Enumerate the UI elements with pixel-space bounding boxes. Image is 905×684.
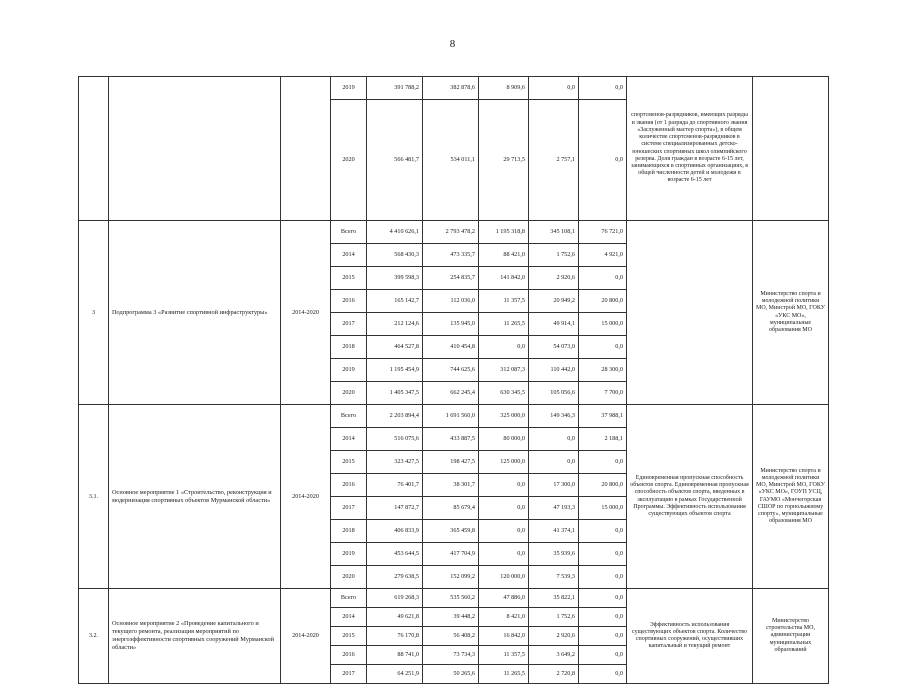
cell-c4: 0,0: [579, 336, 627, 359]
cell-total: 165 142,7: [367, 290, 423, 313]
cell-year: 2017: [331, 665, 367, 684]
cell-total: 2 203 894,4: [367, 405, 423, 428]
executor-text: Министерство спорта и молодежной политики МО, Минстрой МО, ГОКУ «УКС МО», муниципальные образования МО: [753, 221, 829, 405]
cell-c2: 312 087,3: [479, 359, 529, 382]
cell-c1: 473 335,7: [423, 244, 479, 267]
cell-year: 2017: [331, 497, 367, 520]
table-row: [79, 589, 829, 608]
cell-year: 2014: [331, 608, 367, 627]
cell-c1: 50 265,6: [423, 665, 479, 684]
cell-c2: 16 842,0: [479, 627, 529, 646]
cell-c4: 0,0: [579, 589, 627, 608]
cell-c4: 15 000,0: [579, 497, 627, 520]
cell-c2: 630 345,5: [479, 382, 529, 405]
cell-year: 2020: [331, 100, 367, 221]
cell-year: 2016: [331, 474, 367, 497]
cell-year: 2014: [331, 428, 367, 451]
period: 2014-2020: [281, 405, 331, 589]
cell-total: 49 621,8: [367, 608, 423, 627]
cell-c3: 41 374,1: [529, 520, 579, 543]
cell-c3: 1 752,6: [529, 244, 579, 267]
cell-total: 391 788,2: [367, 77, 423, 100]
table-row: [79, 405, 829, 428]
cell-c4: 20 800,0: [579, 474, 627, 497]
cell-c1: 433 887,5: [423, 428, 479, 451]
cell-total: 4 410 626,1: [367, 221, 423, 244]
cell-c2: 11 357,5: [479, 646, 529, 665]
cell-c1: 382 878,6: [423, 77, 479, 100]
cell-total: 147 872,7: [367, 497, 423, 520]
cell-c4: 0,0: [579, 627, 627, 646]
cell-c1: 38 301,7: [423, 474, 479, 497]
cell-total: 76 401,7: [367, 474, 423, 497]
cell-c2: 0,0: [479, 497, 529, 520]
period: [281, 77, 331, 221]
cell-c2: 120 000,0: [479, 566, 529, 589]
cell-c4: 0,0: [579, 520, 627, 543]
period: 2014-2020: [281, 589, 331, 684]
program-table: [78, 76, 829, 684]
table-row: [79, 77, 829, 100]
cell-c3: 35 822,1: [529, 589, 579, 608]
cell-c3: 49 914,1: [529, 313, 579, 336]
section-name: [109, 77, 281, 221]
cell-c1: 534 011,1: [423, 100, 479, 221]
cell-c4: 0,0: [579, 77, 627, 100]
cell-c1: 152 099,2: [423, 566, 479, 589]
cell-c4: 76 721,0: [579, 221, 627, 244]
table-row: [79, 221, 829, 244]
cell-c3: 3 649,2: [529, 646, 579, 665]
section-name: Основное мероприятие 2 «Проведение капитального и текущего ремонта, реализация мероприятий по энергоэффективности спортивных сооружений Мурманской области»: [109, 589, 281, 684]
cell-c4: 0,0: [579, 451, 627, 474]
cell-c1: 417 704,9: [423, 543, 479, 566]
cell-c2: 8 909,6: [479, 77, 529, 100]
executor-text: [753, 77, 829, 221]
cell-c3: 47 193,3: [529, 497, 579, 520]
cell-c4: 37 988,1: [579, 405, 627, 428]
cell-year: 2018: [331, 336, 367, 359]
cell-c2: 11 265,5: [479, 313, 529, 336]
cell-total: 568 430,3: [367, 244, 423, 267]
section-name: Основное мероприятие 1 «Строительство, реконструкция и модернизация спортивных объектов Мурманской области»: [109, 405, 281, 589]
cell-c2: 141 842,0: [479, 267, 529, 290]
cell-total: 619 268,3: [367, 589, 423, 608]
section-name: Подпрограмма 3 «Развитие спортивной инфраструктуры»: [109, 221, 281, 405]
cell-year: 2020: [331, 566, 367, 589]
cell-c3: 110 442,0: [529, 359, 579, 382]
cell-c2: 125 000,0: [479, 451, 529, 474]
cell-c2: 0,0: [479, 474, 529, 497]
cell-total: 453 644,5: [367, 543, 423, 566]
cell-year: Всего: [331, 405, 367, 428]
cell-c3: 345 108,1: [529, 221, 579, 244]
cell-total: 323 427,5: [367, 451, 423, 474]
cell-c1: 744 625,6: [423, 359, 479, 382]
cell-year: 2018: [331, 520, 367, 543]
cell-c3: 0,0: [529, 428, 579, 451]
cell-total: 566 481,7: [367, 100, 423, 221]
row-number: 3: [79, 221, 109, 405]
cell-c3: 2 720,8: [529, 665, 579, 684]
cell-c1: 662 245,4: [423, 382, 479, 405]
cell-c3: 1 752,6: [529, 608, 579, 627]
cell-total: 1 405 347,5: [367, 382, 423, 405]
cell-c2: 47 886,0: [479, 589, 529, 608]
cell-c4: 0,0: [579, 566, 627, 589]
cell-total: 212 124,6: [367, 313, 423, 336]
cell-c1: 135 945,0: [423, 313, 479, 336]
cell-c2: 325 000,0: [479, 405, 529, 428]
cell-year: 2019: [331, 359, 367, 382]
cell-c3: 20 949,2: [529, 290, 579, 313]
cell-c1: 254 835,7: [423, 267, 479, 290]
row-number: 3.2.: [79, 589, 109, 684]
cell-c4: 0,0: [579, 608, 627, 627]
cell-c4: 28 300,0: [579, 359, 627, 382]
cell-total: 64 251,9: [367, 665, 423, 684]
cell-year: 2015: [331, 267, 367, 290]
cell-c3: 0,0: [529, 77, 579, 100]
cell-c1: 112 036,0: [423, 290, 479, 313]
cell-c1: 198 427,5: [423, 451, 479, 474]
cell-c1: 56 408,2: [423, 627, 479, 646]
cell-c1: 85 679,4: [423, 497, 479, 520]
cell-c1: 39 448,2: [423, 608, 479, 627]
executor-text: Министерство строительства МО, администрации муниципальных образований: [753, 589, 829, 684]
cell-c4: 0,0: [579, 543, 627, 566]
cell-c4: 2 188,1: [579, 428, 627, 451]
executor-text: Министерство спорта и молодежной политики МО, Минстрой МО, ГОКУ «УКС МО», ГОУП УСЦ, ГАУМО «Мончегорская СШОР по горнолыжному спорту», муниципальные образования МО: [753, 405, 829, 589]
cell-c1: 73 734,3: [423, 646, 479, 665]
cell-year: Всего: [331, 221, 367, 244]
cell-total: 399 598,3: [367, 267, 423, 290]
cell-c4: 20 800,0: [579, 290, 627, 313]
cell-year: 2016: [331, 290, 367, 313]
cell-c4: 0,0: [579, 267, 627, 290]
cell-c2: 29 713,5: [479, 100, 529, 221]
cell-c2: 0,0: [479, 520, 529, 543]
cell-c3: 2 920,6: [529, 627, 579, 646]
cell-c2: 11 357,5: [479, 290, 529, 313]
cell-c1: 410 454,8: [423, 336, 479, 359]
cell-year: 2017: [331, 313, 367, 336]
cell-c2: 11 265,5: [479, 665, 529, 684]
cell-c2: 0,0: [479, 543, 529, 566]
cell-c4: 0,0: [579, 100, 627, 221]
cell-c2: 88 421,0: [479, 244, 529, 267]
cell-c3: 2 757,1: [529, 100, 579, 221]
cell-c4: 0,0: [579, 665, 627, 684]
indicator-text: спортсменов-разрядников, имеющих разряды и звания (от 1 разряда до спортивного звания «Заслуженный мастер спорта»), в общем количестве спортсменов-разрядников в системе специализированных детско-юношеских спортивных школ олимпийского резерва. Доля граждан в возрасте 6-15 лет, занимающихся в спортивных организациях, в общей численности детей и молодежи в возрасте 6-15 лет: [627, 77, 753, 221]
cell-total: 88 741,0: [367, 646, 423, 665]
indicator-text: Единовременная пропускная способность объектов спорта. Единовременная пропускная способность объектов спорта, введенных в эксплуатацию в рамках Государственной Программы. Эффективность использования существующих объектов спорта: [627, 405, 753, 589]
cell-total: 516 075,6: [367, 428, 423, 451]
cell-c3: 105 056,6: [529, 382, 579, 405]
cell-c1: 535 560,2: [423, 589, 479, 608]
cell-c2: 1 195 318,8: [479, 221, 529, 244]
cell-c3: 17 300,0: [529, 474, 579, 497]
page-number: 8: [449, 38, 456, 50]
cell-year: 2019: [331, 543, 367, 566]
cell-year: 2019: [331, 77, 367, 100]
cell-total: 406 833,9: [367, 520, 423, 543]
cell-year: 2015: [331, 627, 367, 646]
cell-c4: 15 000,0: [579, 313, 627, 336]
cell-c4: 0,0: [579, 646, 627, 665]
cell-c2: 0,0: [479, 336, 529, 359]
cell-c2: 8 421,0: [479, 608, 529, 627]
cell-year: Всего: [331, 589, 367, 608]
cell-c4: 4 921,0: [579, 244, 627, 267]
cell-c3: 149 346,3: [529, 405, 579, 428]
row-number: 3.1.: [79, 405, 109, 589]
cell-c2: 80 000,0: [479, 428, 529, 451]
period: 2014-2020: [281, 221, 331, 405]
cell-c1: 2 793 478,2: [423, 221, 479, 244]
indicator-text: Эффективность использования существующих объектов спорта. Количество спортивных сооружений, осуществивших капитальный и текущий ремонт: [627, 589, 753, 684]
cell-c1: 1 691 560,0: [423, 405, 479, 428]
indicator-text: [627, 221, 753, 405]
cell-year: 2014: [331, 244, 367, 267]
cell-total: 1 195 454,9: [367, 359, 423, 382]
cell-c3: 54 073,0: [529, 336, 579, 359]
cell-total: 279 638,5: [367, 566, 423, 589]
cell-c3: 7 539,3: [529, 566, 579, 589]
row-number: [79, 77, 109, 221]
cell-total: 464 527,8: [367, 336, 423, 359]
cell-year: 2016: [331, 646, 367, 665]
cell-c1: 365 459,8: [423, 520, 479, 543]
cell-c3: 35 939,6: [529, 543, 579, 566]
cell-c3: 2 920,6: [529, 267, 579, 290]
cell-year: 2015: [331, 451, 367, 474]
cell-c4: 7 700,0: [579, 382, 627, 405]
cell-year: 2020: [331, 382, 367, 405]
cell-total: 76 170,8: [367, 627, 423, 646]
cell-c3: 0,0: [529, 451, 579, 474]
